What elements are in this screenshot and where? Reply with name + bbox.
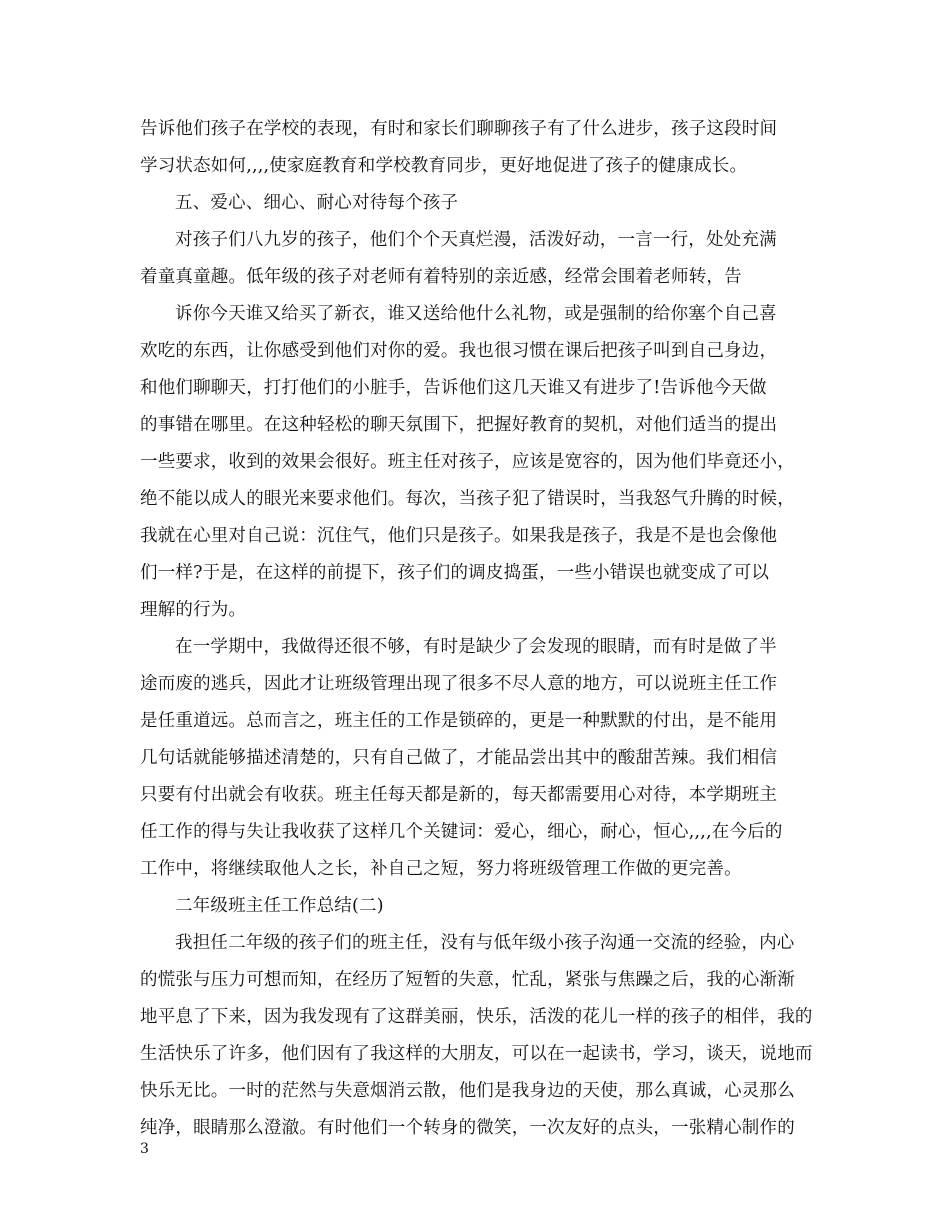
body-text-line: 任工作的得与失让我收获了这样几个关键词：爱心，细心，耐心，恒心,,,,在今后的 [140,822,783,842]
body-text-line: 欢吃的东西，让你感受到他们对你的爱。我也很习惯在课后把孩子叫到自己身边， [140,341,778,361]
body-text-line: 纯净，眼睛那么澄澈。有时他们一个转身的微笑，一次友好的点头，一张精心制作的 [140,1118,795,1138]
body-text-line: 诉你今天谁又给买了新衣，谁又送给他什么礼物，或是强制的给你塞个自己喜 [175,304,777,324]
body-text-line: 理解的行为。 [140,600,247,620]
body-text-line: 几句话就能够描述清楚的，只有自己做了，才能品尝出其中的酸甜苦辣。我们相信 [140,748,778,768]
body-text-line: 工作中，将继续取他人之长，补自己之短，努力将班级管理工作做的更完善。 [140,859,742,879]
body-text-line: 和他们聊聊天，打打他们的小脏手，告诉他们这几天谁又有进步了!告诉他今天做 [140,378,767,398]
body-text-line: 在一学期中，我做得还很不够，有时是缺少了会发现的眼睛，而有时是做了半 [175,637,777,657]
body-text-line: 地平息了下来，因为我发现有了这群美丽，快乐，活泼的花儿一样的孩子的相伴，我的 [140,1007,813,1027]
body-text-line: 着童真童趣。低年级的孩子对老师有着特别的亲近感，经常会围着老师转，告 [140,267,742,287]
body-text-line: 是任重道远。总而言之，班主任的工作是锁碎的，更是一种默默的付出，是不能用 [140,711,778,731]
page-number: 3 [140,1141,149,1157]
body-text-line: 们一样?于是，在这样的前提下，孩子们的调皮捣蛋，一些小错误也就变成了可以 [140,563,770,583]
body-text-line: 的事错在哪里。在这种轻松的聊天氛围下，把握好教育的契机，对他们适当的提出 [140,415,778,435]
body-text-line: 绝不能以成人的眼光来要求他们。每次，当孩子犯了错误时，当我怒气升腾的时候， [140,489,795,509]
section-heading: 二年级班主任工作总结(二) [175,896,384,916]
body-text-line: 学习状态如何,,,,使家庭教育和学校教育同步，更好地促进了孩子的健康成长。 [140,156,748,176]
body-text-line: 告诉他们孩子在学校的表现，有时和家长们聊聊孩子有了什么进步，孩子这段时间 [140,119,778,139]
body-text-line: 只要有付出就会有收获。班主任每天都是新的，每天都需要用心对待，本学期班主 [140,785,778,805]
body-text-line: 快乐无比。一时的茫然与失意烟消云散，他们是我身边的天使，那么真诚，心灵那么 [140,1081,795,1101]
body-text-line: 一些要求，收到的效果会很好。班主任对孩子，应该是宽容的，因为他们毕竟还小， [140,452,795,472]
body-text-line: 生活快乐了许多，他们因有了我这样的大朋友，可以在一起读书，学习，谈天，说地而 [140,1044,813,1064]
body-text-line: 我就在心里对自己说：沉住气，他们只是孩子。如果我是孩子，我是不是也会像他 [140,526,778,546]
body-text-line: 我担任二年级的孩子们的班主任，没有与低年级小孩子沟通一交流的经验，内心 [175,933,795,953]
section-heading: 五、爱心、细心、耐心对待每个孩子 [175,193,459,213]
body-text-line: 的慌张与压力可想而知，在经历了短暂的失意，忙乱，紧张与焦躁之后，我的心渐渐 [140,970,795,990]
body-text-line: 途而废的逃兵，因此才让班级管理出现了很多不尽人意的地方，可以说班主任工作 [140,674,778,694]
body-text-line: 对孩子们八九岁的孩子，他们个个天真烂漫，活泼好动，一言一行，处处充满 [175,230,777,250]
